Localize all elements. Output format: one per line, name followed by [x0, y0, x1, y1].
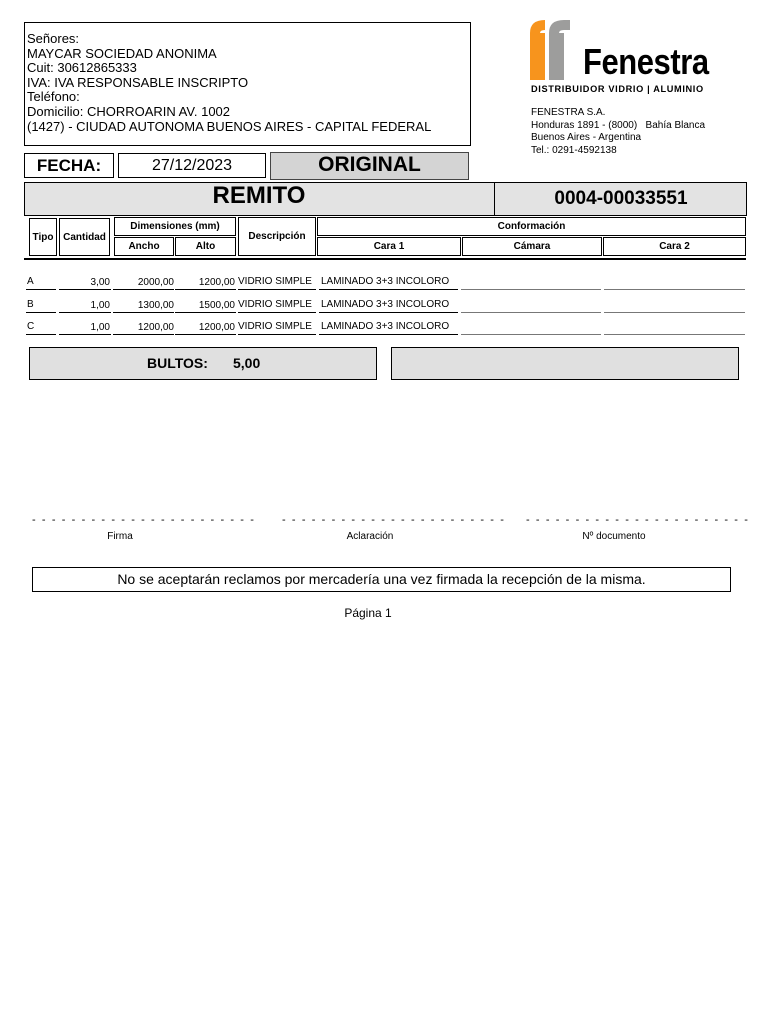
brand-name: Fenestra [583, 41, 709, 82]
company-phone: Tel.: 0291-4592138 [531, 144, 617, 156]
row-cara1: LAMINADO 3+3 INCOLORO [321, 299, 450, 310]
signature-label-documento: Nº documento [582, 531, 646, 542]
row-cantidad: 1,00 [90, 322, 110, 333]
company-street-line [531, 120, 705, 133]
client-info-box [24, 22, 471, 146]
row-cara1: LAMINADO 3+3 INCOLORO [321, 276, 450, 287]
signature-label-aclaracion: Aclaración [346, 531, 394, 542]
row-cara1: LAMINADO 3+3 INCOLORO [321, 321, 450, 332]
blank-box [391, 347, 739, 380]
table-row [0, 321, 768, 337]
signature-line-documento: - - - - - - - - - - - - - - - - - - - - - - - [526, 514, 750, 526]
document-title: REMITO [212, 182, 306, 209]
client-greeting: Señores: [27, 31, 80, 46]
bultos-label: BULTOS: [147, 355, 208, 371]
disclaimer-notice: No se aceptarán reclamos por mercadería una vez firmada la recepción de la misma. [32, 567, 731, 592]
row-cantidad: 1,00 [90, 300, 110, 311]
fecha-value: 27/12/2023 [118, 153, 266, 178]
row-ancho: 1300,00 [137, 300, 174, 311]
row-tipo: B [27, 299, 34, 310]
client-cuit: Cuit: 30612865333 [27, 60, 137, 76]
col-header-descripcion: Descripción [238, 217, 316, 256]
col-header-camara: Cámara [462, 237, 602, 256]
client-iva: IVA: IVA RESPONSABLE INSCRIPTO [27, 74, 249, 90]
table-row [0, 276, 768, 292]
row-tipo: C [27, 321, 35, 332]
col-header-alto: Alto [175, 237, 236, 256]
row-tipo: A [27, 276, 34, 287]
row-ancho: 2000,00 [137, 277, 174, 288]
header-divider [24, 258, 746, 260]
client-name: MAYCAR SOCIEDAD ANONIMA [27, 45, 217, 61]
row-ancho: 1200,00 [137, 322, 174, 333]
col-header-tipo: Tipo [29, 218, 57, 256]
row-descripcion: VIDRIO SIMPLE [238, 276, 312, 287]
copy-type-badge: ORIGINAL [270, 152, 469, 180]
signature-line-aclaracion: - - - - - - - - - - - - - - - - - - - - - - - [282, 514, 506, 526]
company-country: Buenos Aires - Argentina [531, 132, 642, 144]
client-address: Domicilio: CHORROARIN AV. 1002 [27, 103, 231, 119]
row-descripcion: VIDRIO SIMPLE [238, 299, 312, 310]
row-alto: 1200,00 [198, 277, 235, 288]
col-header-conformacion: Conformación [317, 217, 746, 236]
signature-label-firma: Firma [107, 531, 133, 542]
page-number: Página 1 [344, 606, 392, 620]
client-phone: Teléfono: [27, 89, 80, 105]
table-row [0, 299, 768, 315]
signature-line-firma: - - - - - - - - - - - - - - - - - - - - - - - [32, 514, 256, 526]
company-street: Honduras 1891 - (8000) [531, 119, 638, 131]
col-header-cantidad: Cantidad [59, 218, 110, 256]
company-city: Bahía Blanca [645, 119, 706, 131]
document-number: 0004-00033551 [494, 182, 747, 216]
row-descripcion: VIDRIO SIMPLE [238, 321, 312, 332]
row-alto: 1200,00 [198, 322, 235, 333]
brand-tagline: DISTRIBUIDOR VIDRIO | ALUMINIO [531, 84, 704, 94]
col-header-ancho: Ancho [114, 237, 174, 256]
bultos-value: 5,00 [233, 355, 261, 371]
fenestra-logo-icon [530, 20, 570, 80]
row-cantidad: 3,00 [90, 277, 110, 288]
company-name: FENESTRA S.A. [531, 107, 606, 118]
col-header-cara2: Cara 2 [603, 237, 746, 256]
row-alto: 1500,00 [198, 300, 235, 311]
company-info [531, 107, 705, 157]
fecha-label: FECHA: [24, 153, 114, 178]
col-header-dimensiones: Dimensiones (mm) [114, 217, 236, 236]
client-city: (1427) - CIUDAD AUTONOMA BUENOS AIRES - CAPITAL FEDERAL [27, 118, 432, 134]
col-header-cara1: Cara 1 [317, 237, 461, 256]
